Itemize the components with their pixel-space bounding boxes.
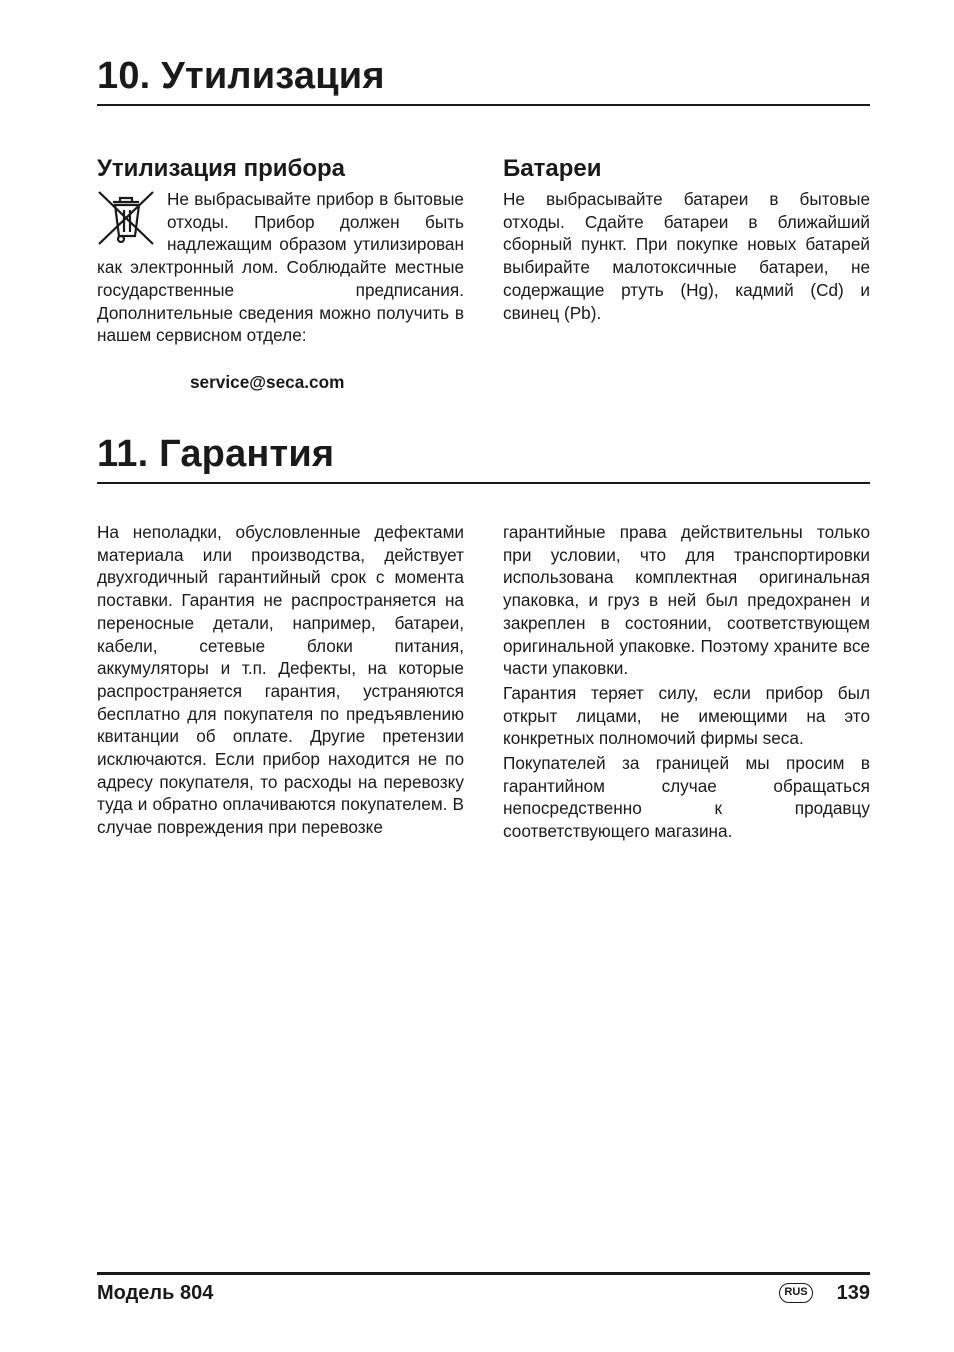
footer-model: Модель 804	[97, 1282, 214, 1304]
warranty-column-left	[97, 521, 464, 841]
section-10-rule	[97, 104, 870, 106]
batteries-column	[503, 188, 870, 324]
language-badge: RUS	[779, 1283, 813, 1303]
device-disposal-text: Не выбрасывайте прибор в бытовые отходы. Прибор должен быть надлежащим образом утилизирован как электронный лом. Соблюдайте местные государственные предписания. Дополнительные сведения можно получить в нашем сервисном отделе:	[97, 189, 464, 346]
warranty-paragraph: На неполадки, обусловленные дефектами материала или производства, действует двухгодичный гарантийный срок с момента поставки. Гарантия не распространяется на переносные детали, например, батареи, кабели, сетевые блоки питания, аккумуляторы и т.п. Дефекты, на которые распространяется гарантия, устраняются бесплатно для покупателя по предъявлению квитанции об оплате. Другие претензии исключаются. Если прибор находится не по адресу покупателя, то расходы на перевозку туда и обратно оплачиваются покупателем. В случае повреждения при перевозке	[97, 522, 464, 838]
service-email-link[interactable]: service@seca.com	[190, 372, 345, 392]
warranty-paragraph: Гарантия теряет силу, если прибор был открыт лицами, не имеющими на это конкретных полномочий фирмы seca.	[503, 682, 870, 749]
warranty-paragraph: гарантийные права действительны только при условии, что для транспортировки использована комплектная оригинальная упаковка, и груз в ней был предохранен и закреплен в состоянии, соответствующем оригинальной упаковке. Поэтому храните все части упаковки.	[503, 522, 870, 679]
section-11-title: 11. Гарантия	[97, 433, 335, 475]
page-number: 139	[836, 1282, 870, 1304]
warranty-column-right	[503, 521, 870, 845]
section-10-title: 10. Утилизация	[97, 55, 385, 97]
section-11-rule	[97, 482, 870, 484]
warranty-paragraph: Покупателей за границей мы просим в гарантийном случае обращаться непосредственно к продавцу соответствующего магазина.	[503, 753, 870, 842]
batteries-heading: Батареи	[503, 155, 602, 182]
crossed-out-wheelie-bin-icon	[97, 190, 155, 246]
batteries-text: Не выбрасывайте батареи в бытовые отходы. Сдайте батареи в ближайший сборный пункт. При покупке новых батарей выбирайте малотоксичные батареи, не содержащие ртуть (Hg), кадмий (Cd) и свинец (Pb).	[503, 189, 870, 323]
device-disposal-heading: Утилизация прибора	[97, 155, 345, 182]
device-disposal-column	[97, 188, 464, 347]
footer-rule	[97, 1272, 870, 1275]
